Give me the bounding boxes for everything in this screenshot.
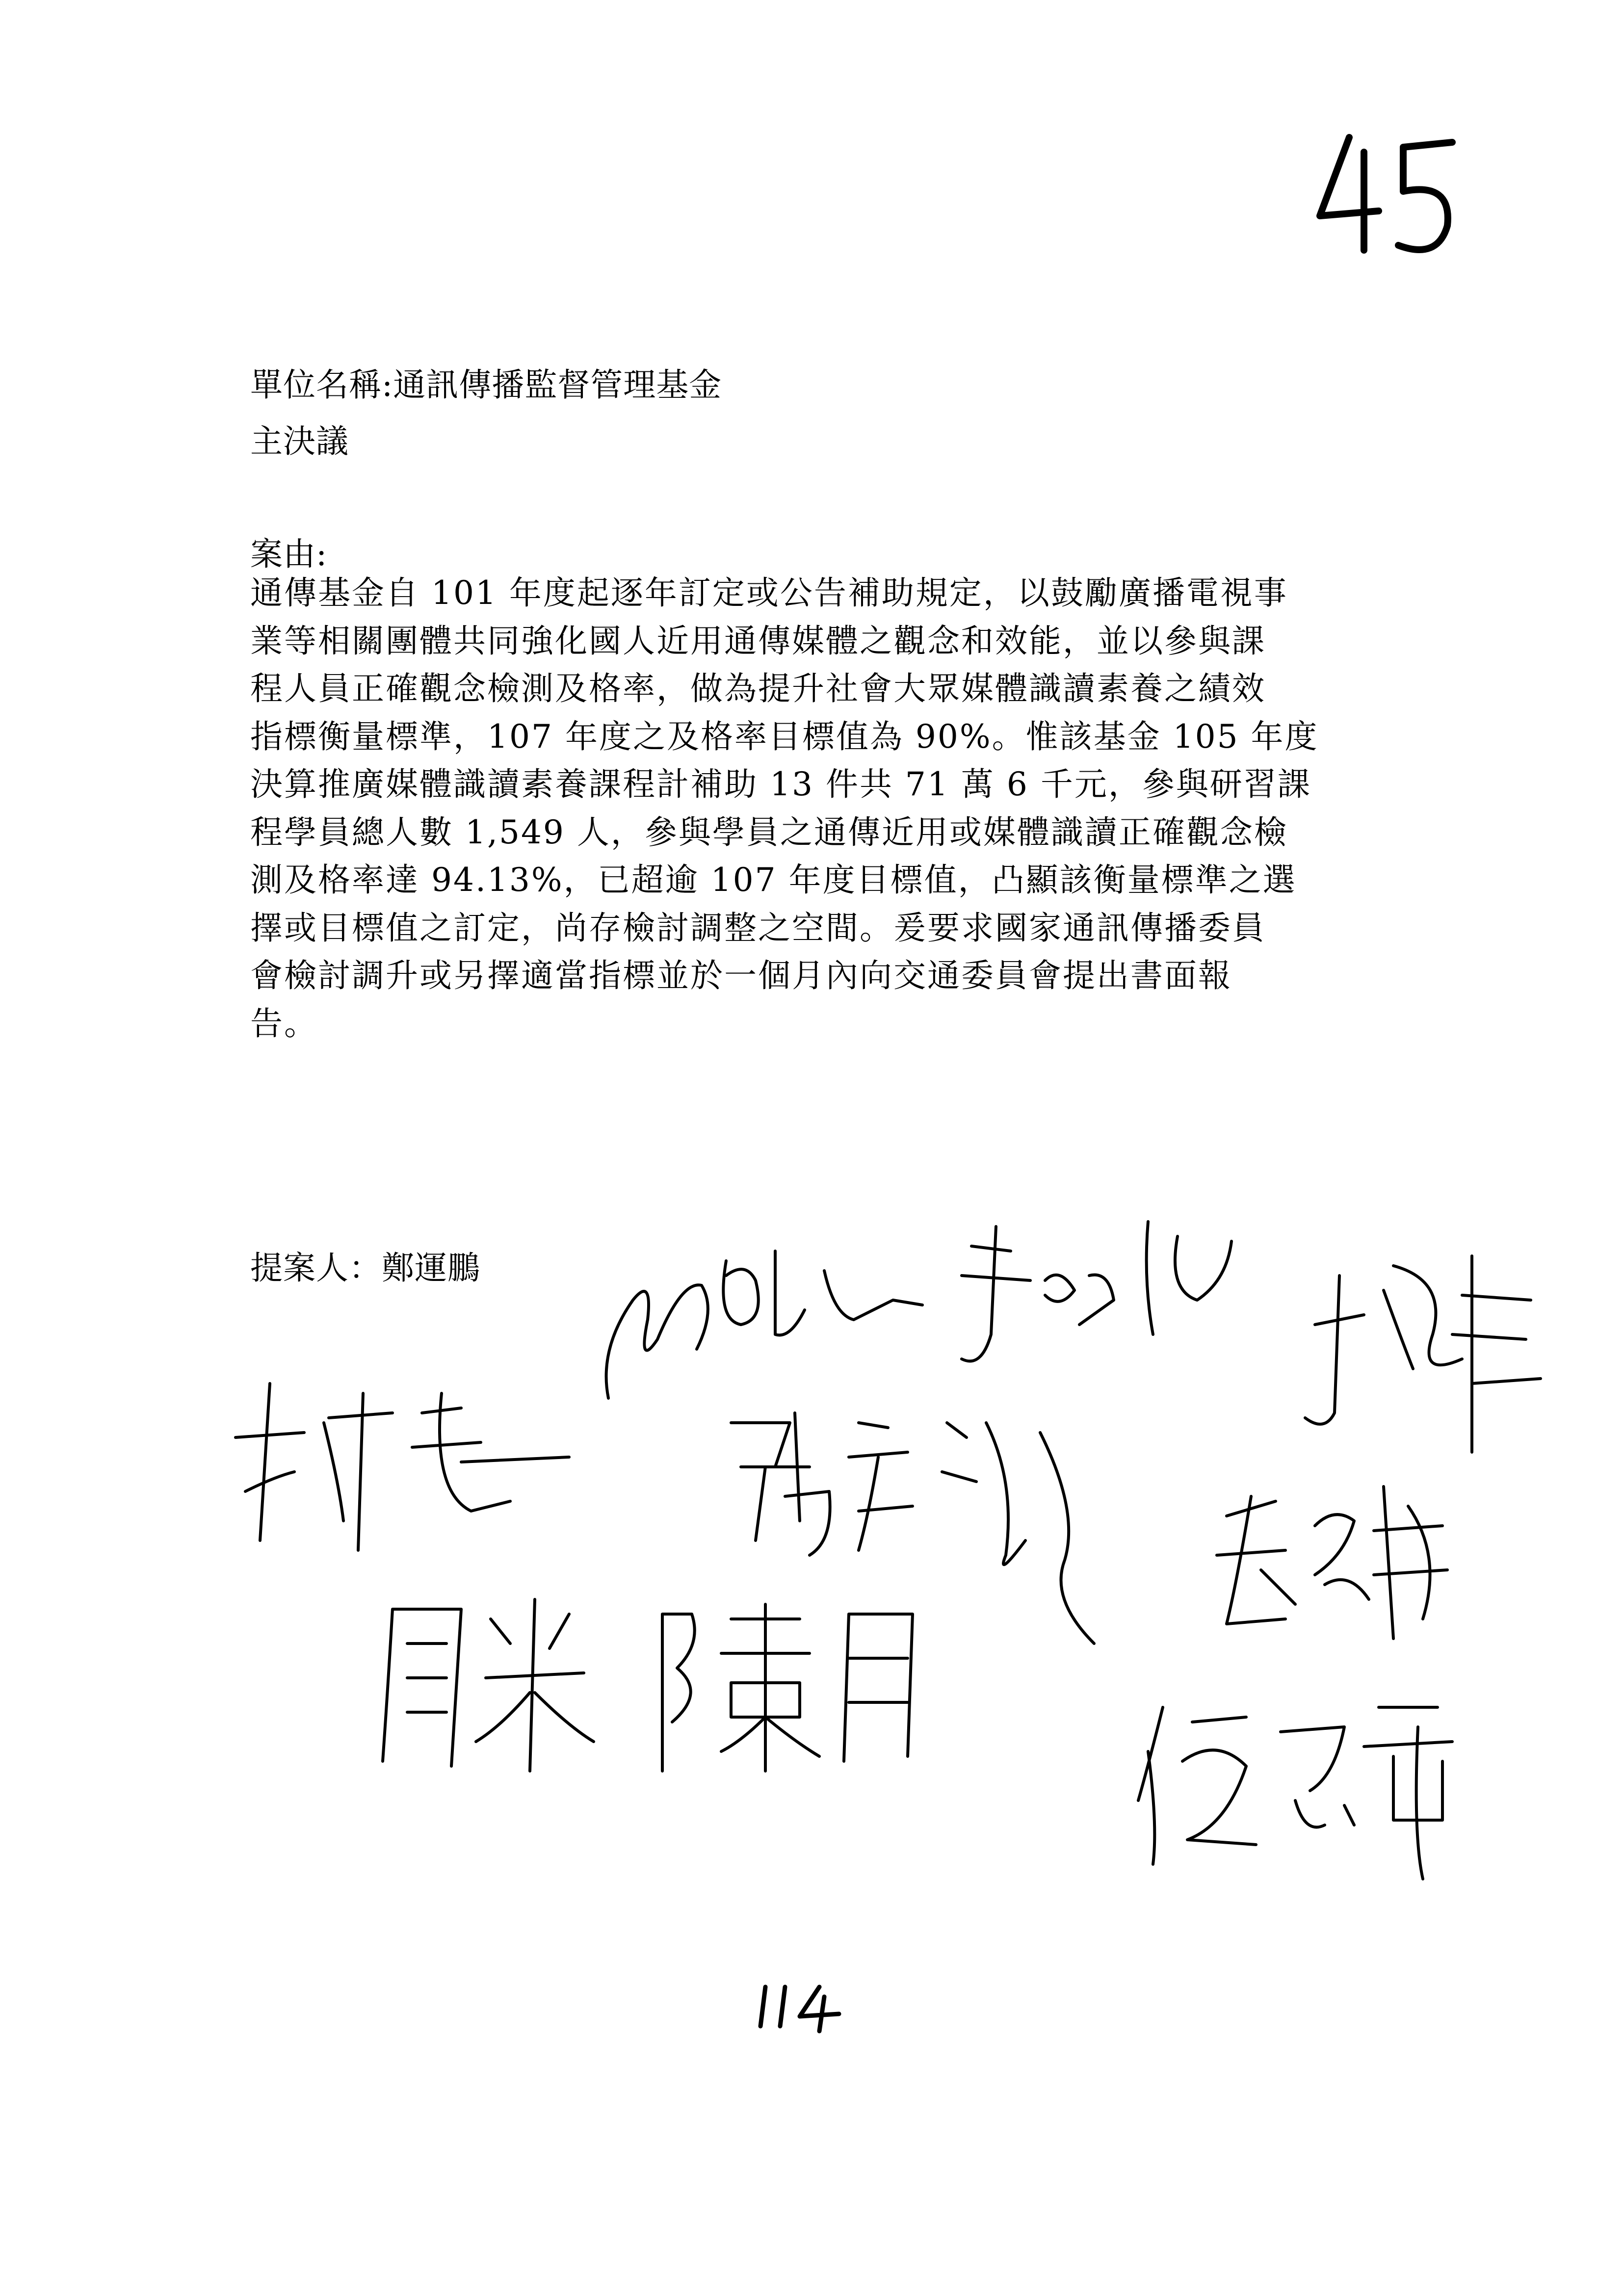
case-body-line: 指標衡量標準，107 年度之及格率目標值為 90%。惟該基金 105 年度 [250,717,1319,756]
proposer-line: 提案人：鄭運鵬 [250,1249,480,1287]
signature-6 [1021,1413,1119,1658]
signature-2 [932,1207,1246,1393]
signature-10 [1119,1678,1472,1884]
case-body-line: 決算推廣媒體識讀素養課程計補助 13 件共 71 萬 6 千元，參與研習課 [250,765,1311,803]
signature-7 [1187,1457,1462,1653]
case-body-line: 會檢討調升或另擇適當指標並於一個月內向交通委員會提出書面報 [250,957,1232,994]
page-number-handwritten [751,1977,849,2036]
case-body-line: 業等相關團體共同強化國人近用通傳媒體之觀念和效能，並以參與課 [250,622,1266,660]
case-body-line: 程人員正確觀念檢測及格率，做為提升社會大眾媒體識讀素養之績效 [250,670,1266,707]
signature-4 [216,1364,589,1570]
signature-9 [633,1585,937,1781]
signature-3 [1285,1236,1560,1462]
page-stamp-handwritten [1305,123,1472,270]
resolution-type: 主決議 [250,422,349,460]
case-heading: 案由: [250,535,328,573]
case-body-line: 告。 [250,1004,318,1043]
signature-8 [363,1580,638,1786]
case-body-line: 測及格率達 94.13%，已超逾 107 年度目標值，凸顯該衡量標準之選 [250,861,1297,899]
case-body-line: 擇或目標值之訂定，尚存檢討調整之空間。爰要求國家通訊傳播委員 [250,909,1266,947]
case-body-line: 程學員總人數 1,549 人，參與學員之通傳近用或媒體識讀正確觀念檢 [250,813,1288,851]
signature-5 [711,1393,1055,1590]
case-body [250,569,1379,1047]
unit-name-line: 單位名稱:通訊傳播監督管理基金 [250,366,722,404]
case-body-line: 通傳基金自 101 年度起逐年訂定或公告補助規定，以鼓勵廣播電視事 [250,574,1288,612]
